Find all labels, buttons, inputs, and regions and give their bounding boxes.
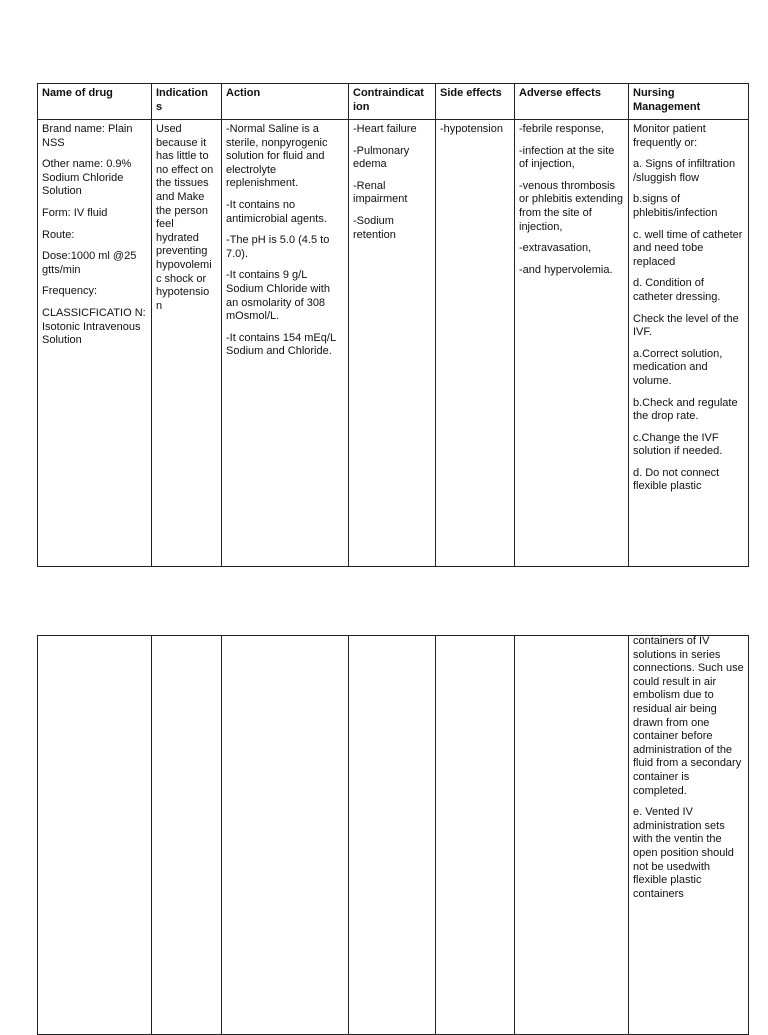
- nursing-item: e. Vented IV administration sets with the ventin the open position should not be usedwith flexible plastic containers: [633, 806, 734, 900]
- contraindication-item: -Sodium retention: [353, 214, 396, 241]
- cell-empty: [152, 636, 222, 1035]
- cell-nursing-management-continued: [629, 636, 749, 1035]
- nursing-item: a.Correct solution, medication and volume.: [633, 347, 723, 387]
- cell-side-effects: [436, 120, 515, 567]
- header-name-of-drug: Name of drug: [38, 84, 152, 120]
- nursing-item: a. Signs of infiltration /sluggish flow: [633, 158, 736, 184]
- header-indications: Indication s: [152, 84, 222, 120]
- cell-empty: [349, 636, 436, 1035]
- nursing-item: b.signs of phlebitis/infection: [633, 193, 718, 219]
- adverse-effect-item: -venous thrombosis or phlebitis extending from the site of injection,: [519, 179, 623, 233]
- nursing-item: b.Check and regulate the drop rate.: [633, 396, 738, 423]
- header-contraindication: Contraindicat ion: [349, 84, 436, 120]
- adverse-effect-item: -infection at the site of injection,: [519, 144, 615, 171]
- nursing-item: c. well time of catheter and need tobe replaced: [633, 228, 743, 268]
- drug-classification: CLASSICFICATIO N: Isotonic Intravenous Solution: [42, 306, 146, 347]
- drug-route: Route:: [42, 228, 75, 241]
- action-item: -The pH is 5.0 (4.5 to 7.0).: [226, 234, 330, 260]
- contraindication-item: -Renal impairment: [353, 179, 408, 206]
- adverse-effect-item: -febrile response,: [519, 123, 604, 135]
- cell-empty: [436, 636, 515, 1035]
- indication-text: Used because it has little to no effect on the tissues and Make the person feel hydrated preventing hypovolemi c shock or hypotensio n: [156, 123, 214, 312]
- header-side-effects: Side effects: [436, 84, 515, 120]
- side-effect-item: -hypotension: [440, 123, 503, 135]
- header-nursing-management: Nursing Management: [629, 84, 749, 120]
- nursing-item: c.Change the IVF solution if needed.: [633, 431, 723, 458]
- drug-form: Form: IV fluid: [42, 206, 108, 219]
- nursing-item: d. Do not connect flexible plastic: [633, 466, 720, 493]
- cell-empty: [515, 636, 629, 1035]
- drug-study-table: [37, 83, 749, 567]
- cell-name-of-drug: [38, 120, 152, 567]
- cell-indications: [152, 120, 222, 567]
- drug-brand-name: Brand name: Plain NSS: [42, 123, 133, 149]
- cell-empty: [38, 636, 152, 1035]
- table-row: [38, 636, 749, 1035]
- drug-study-table-continued: [37, 635, 749, 1035]
- table-row: [38, 120, 749, 567]
- header-row: [38, 84, 749, 120]
- drug-other-name: Other name: 0.9% Sodium Chloride Solution: [42, 158, 132, 198]
- nursing-item: Monitor patient frequently or:: [633, 123, 706, 149]
- cell-contraindication: [349, 120, 436, 567]
- cell-nursing-management: [629, 120, 749, 567]
- nursing-item: Check the level of the IVF.: [633, 312, 739, 339]
- action-item: -It contains 9 g/L Sodium Chloride with an osmolarity of 308 mOsmol/L.: [226, 269, 330, 323]
- contraindication-item: -Heart failure: [353, 123, 417, 135]
- nursing-item: containers of IV solutions in series connections. Such use could result in air embolism due to residual air being drawn from one container before administration of the fluid from a secondary container is completed.: [633, 635, 744, 797]
- adverse-effect-item: -and hypervolemia.: [519, 263, 613, 276]
- action-item: -It contains 154 mEq/L Sodium and Chloride.: [226, 331, 336, 358]
- drug-frequency: Frequency:: [42, 285, 98, 298]
- nursing-item: d. Condition of catheter dressing.: [633, 277, 721, 303]
- cell-adverse-effects: [515, 120, 629, 567]
- header-adverse-effects: Adverse effects: [515, 84, 629, 120]
- contraindication-item: -Pulmonary edema: [353, 144, 410, 171]
- drug-dose: Dose:1000 ml @25 gtts/min: [42, 250, 137, 276]
- action-item: -Normal Saline is a sterile, nonpyrogenic solution for fluid and electrolyte replenishment.: [226, 123, 328, 190]
- cell-action: [222, 120, 349, 567]
- cell-empty: [222, 636, 349, 1035]
- adverse-effect-item: -extravasation,: [519, 242, 592, 255]
- action-item: -It contains no antimicrobial agents.: [226, 198, 327, 225]
- header-action: Action: [222, 84, 349, 120]
